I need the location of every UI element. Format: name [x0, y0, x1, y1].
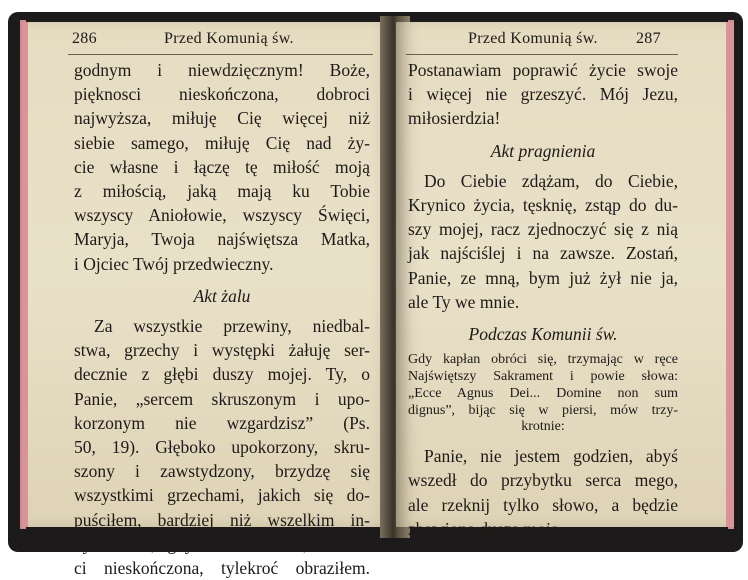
right-page-number: 287: [636, 30, 661, 47]
text-line: Postanawiam poprawić życie swoje: [408, 60, 678, 80]
text-line: godnym i niewdzięcznym! Boże,: [74, 60, 370, 80]
text-line: puściłem, bardziej niż wszelkim in-: [74, 509, 370, 530]
text-line: z miłością, jaką mają ku Tobie: [74, 181, 370, 202]
section-heading-akt-zalu: Akt żalu: [193, 285, 251, 306]
left-page: [22, 22, 396, 579]
text-line: i więcej nie grzeszyć. Mój Jezu,: [408, 84, 678, 105]
text-line: Maryja, Twoja najświętsza Matka,: [74, 229, 370, 250]
text-line: Panie, nie jestem godzien, abyś: [424, 446, 678, 467]
rubric-line: „Ecce Agnus Dei... Domine non sum: [408, 385, 678, 401]
rubric-line: Gdy kapłan obróci się, trzymając w ręce: [408, 352, 678, 368]
text-line: stwa, grzechy i występki żałuję ser-: [74, 340, 370, 361]
text-line: wszystkimi grzechami, jakich się do-: [74, 485, 370, 506]
left-body: [74, 58, 370, 580]
text-line: cie własne i łączę tę miłość moją: [74, 156, 370, 177]
text-line: jak najściślej i na zawsze. Zostań,: [408, 243, 678, 264]
text-line: i Ojciec Twój przedwieczny.: [74, 253, 274, 274]
text-line: Za wszystkie przewiny, niedbal-: [94, 316, 370, 337]
rubric-line: krotnie:: [521, 419, 565, 435]
section-heading-podczas-komunii: Podczas Komunii św.: [468, 324, 618, 345]
text-line: wszedł do przybytku serca mego,: [408, 470, 678, 491]
text-line: szy mojej, racz zjednoczyć się z nią: [408, 219, 678, 240]
text-line: miłosierdzia!: [408, 108, 501, 129]
text-line: pięknosci nieskończona, dobroci: [74, 84, 370, 105]
right-body: [408, 58, 678, 541]
text-line: 50, 19). Głęboko upokorzony, skru-: [74, 437, 370, 458]
left-running-title: Przed Komunią św.: [164, 30, 294, 47]
rubric-line: Najświętszy Sakrament i powie słowa:: [408, 369, 678, 385]
text-line: decznie z głębi duszy mojej. Ty, o: [74, 364, 370, 385]
right-header-rule: [406, 54, 678, 55]
right-page: [396, 22, 734, 539]
text-line: szony i zawstydzony, brzydzę się: [74, 461, 370, 482]
text-line: najwyższa, miłuję Cię więcej niż: [74, 108, 370, 129]
section-heading-akt-pragnienia: Akt pragnienia: [490, 140, 596, 161]
text-line: korzonym nie wzgardzisz” (Ps.: [74, 412, 370, 433]
text-line: Panie, ze mną, bym już żył nie ja,: [408, 267, 678, 288]
text-line: Do Ciebie zdążam, do Ciebie,: [424, 170, 678, 191]
text-line: nym złem, gdyż nimi Ciebie, Dobro-: [74, 533, 370, 554]
text-line: ale rzeknij tylko słowo, a będzie: [408, 494, 678, 515]
text-line: zbawiona dusza moja.: [408, 518, 564, 539]
rubric-instruction: [408, 352, 678, 436]
text-line: ale Ty we mnie.: [408, 291, 520, 312]
left-header-rule: [68, 54, 373, 55]
right-running-title: Przed Komunią św.: [468, 30, 598, 47]
left-page-number: 286: [72, 30, 97, 47]
text-line: ci nieskończona, tylekroć obraziłem.: [74, 558, 370, 579]
text-line: wszyscy Aniołowie, wszyscy Święci,: [74, 205, 370, 226]
rubric-line: dignus”, bijąc się w piersi, mów trzy-: [408, 402, 678, 418]
text-line: Panie, „sercem skruszonym i upo-: [74, 388, 370, 409]
text-line: Krynico życia, tęsknię, zstąp do du-: [408, 195, 678, 216]
text-line: siebie samego, miłuję Cię nad ży-: [74, 132, 370, 153]
